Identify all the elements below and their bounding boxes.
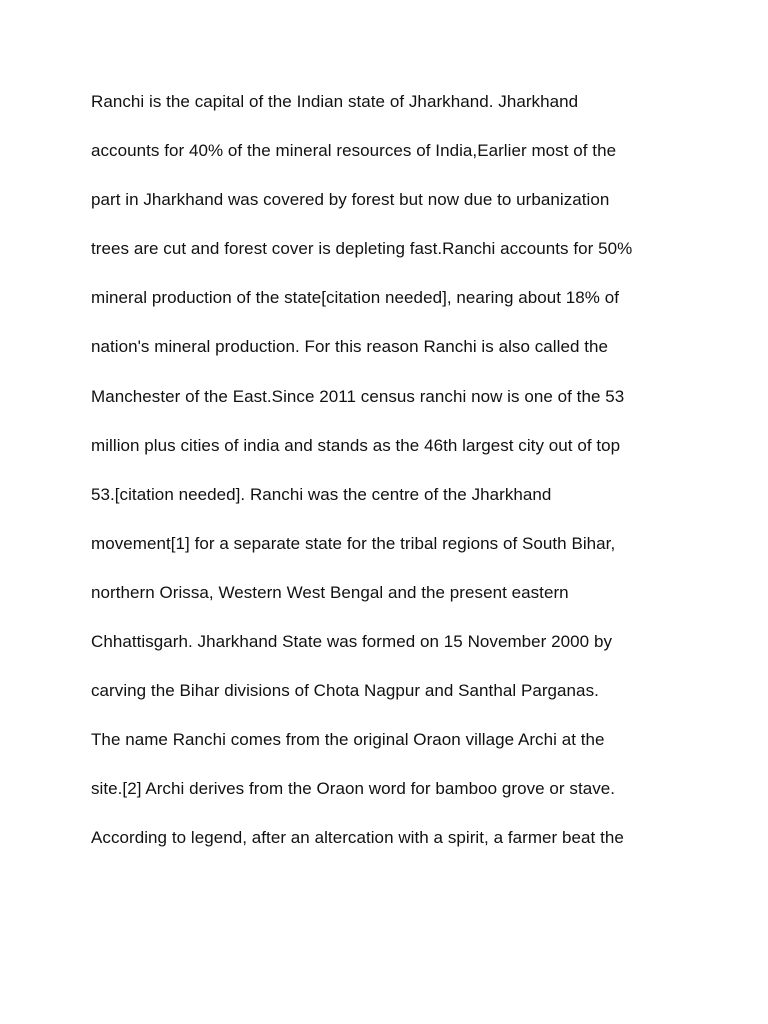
text-line: Ranchi is the capital of the Indian state of Jharkhand. Jharkhand [91, 92, 579, 111]
text-line: trees are cut and forest cover is depleting fast.Ranchi accounts for 50% [91, 239, 633, 259]
text-line: site.[2] Archi derives from the Oraon word for bamboo grove or stave. [91, 779, 616, 799]
body-text [91, 88, 711, 874]
text-line: 53.[citation needed]. Ranchi was the centre of the Jharkhand [91, 484, 552, 504]
text-line: The name Ranchi comes from the original Oraon village Archi at the [91, 730, 605, 750]
text-line: part in Jharkhand was covered by forest but now due to urbanization [91, 190, 610, 210]
text-line: nation's mineral production. For this reason Ranchi is also called the [91, 337, 609, 357]
paragraph-1 [91, 88, 711, 726]
text-line: According to legend, after an altercation with a spirit, a farmer beat the [91, 828, 624, 848]
text-line: Chhattisgarh. Jharkhand State was formed on 15 November 2000 by [91, 632, 613, 652]
paragraph-2 [91, 726, 711, 873]
text-line: million plus cities of india and stands as the 46th largest city out of top [91, 435, 621, 455]
text-line: accounts for 40% of the mineral resources of India,Earlier most of the [91, 141, 617, 161]
text-line: movement[1] for a separate state for the tribal regions of South Bihar, [91, 533, 616, 553]
text-line: mineral production of the state[citation needed], nearing about 18% of [91, 288, 620, 308]
text-line: northern Orissa, Western West Bengal and the present eastern [91, 582, 569, 602]
text-line: Manchester of the East.Since 2011 census ranchi now is one of the 53 [91, 386, 625, 406]
text-line: carving the Bihar divisions of Chota Nagpur and Santhal Parganas. [91, 681, 599, 701]
